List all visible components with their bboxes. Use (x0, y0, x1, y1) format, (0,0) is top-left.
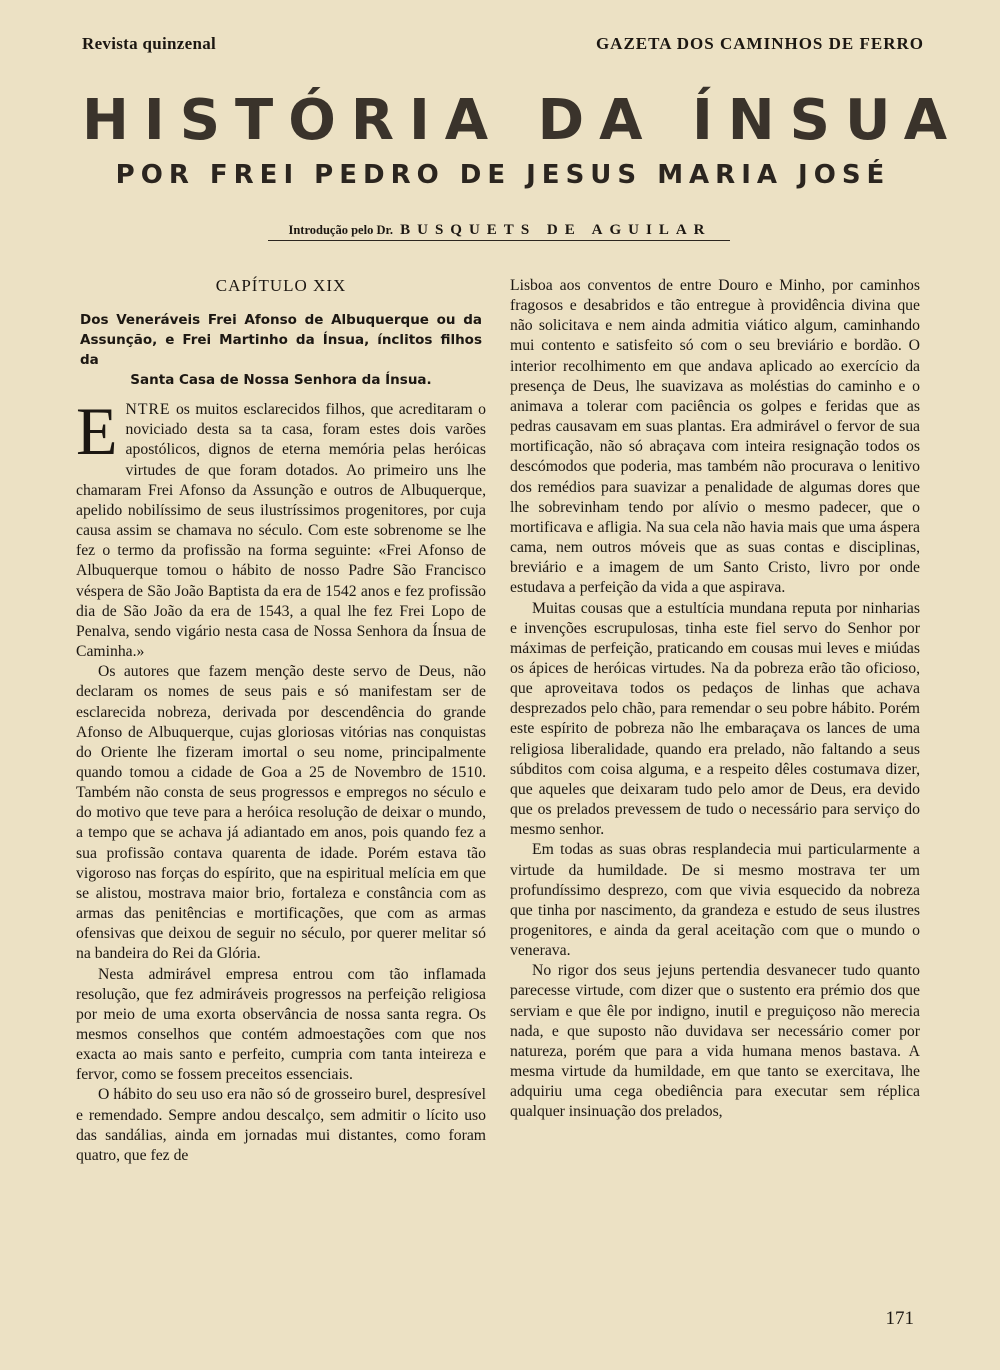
paragraph: Lisboa aos conventos de entre Douro e Minho, por caminhos fragosos e desabridos e tão entregue à providência divina que não solicitava e nem ainda admitia viático algum, caminhando mui contento e satisfeito só com o seu breviário e bordão. O interior recolhimento em que andava aplicado ao exercício da presença de Deus, lhe suavizava as moléstias do caminho e o animava a tolerar com paciência os golpes e feridas que as pedras causavam em suas plantas. Era admirável o fervor de sua mortificação, não só abraçava com inteira resignação todos os descómodos que poderia, mas também não procurava o lenitivo dos remédios para suavizar a penalidade de algumas dores que lhe sobrevinham tendo por alívio o mesmo padecer, que o mortificava e afligia. Na sua cela não havia mais que uma áspera cama, nem outros móveis que as suas contas e disciplinas, breviário e a imagem de um Santo Cristo, livro por onde estudava a perfeição da vida a que aspirava. (510, 277, 920, 597)
paragraph: Muitas cousas que a estultícia mundana reputa por ninharias e invenções escrupulosas, tinha este fiel servo do Senhor por máximas de perfeição, praticando em cousas mui leves e miúdas os ápices de heróicas virtudes. Na da pobreza erão tão oficioso, que aproveitava todos os pedaços de linhas que achava desprezados pelo chão, para remendar o seu pobre hábito. Porém este espírito de pobreza não lhe embaraçava os lances de uma religiosa liberalidade, quando era prelado, não faltando a seus súbditos com coisa alguma, e a respeito dêles costumava dizer, que aqueles que deixaram tudo pelo amor de Deus, era devido que os prelados prevessem de tudo o necessário para serviço do mesmo senhor. (510, 599, 920, 839)
journal-title: GAZETA DOS CAMINHOS DE FERRO (595, 34, 924, 53)
intro-underline (268, 240, 730, 241)
first-word: NTRE (125, 401, 171, 419)
paragraph: Os autores que fazem menção deste servo de Deus, não declaram os nomes de seus pais e só manifestam ser de esclarecida nobreza, derivada por descendência do grande Afonso de Albuquerque, cujas gloriosas vitórias nas conquistas do Oriente lhe fizeram imortal o seu nome, principalmente quando tomou a cidade de Goa a 25 de Novembro de 1510. Também não consta de seus progressos e empregos no século e do motivo que teve para a heróica resolução de deixar o mundo, a tempo que se achava já adiantado em anos, pois quando fez a sua profissão contava quarenta de idade. Porém estava tão vigoroso nas forças do espírito, que na espiritual melícia em que se alistou, mostrava maior brio, fortaleza e constância com as armas das penitências e mortificações, que com as armas ofensivas que deixou de seguir no século, por querer melitar só na bandeira do Rei da Glória. (76, 663, 486, 963)
page-number: 171 (885, 1308, 914, 1329)
paragraph: Em todas as suas obras resplandecia mui particularmente a virtude da humildade. De si mesmo mostrava ter um profundíssimo desprezo, com que vivia esquecido da nobreza que tinha por nascimento, da grandeza e estudo de seus ilustres progenitores, e ainda da geral aceitação com que o mundo o venerava. (510, 841, 920, 960)
journal-periodicity: Revista quinzenal (82, 34, 217, 53)
right-column (510, 276, 920, 1123)
chapter-summary-end: Santa Casa de Nossa Senhora da Ínsua. (130, 372, 432, 389)
article-title: HISTÓRIA DA ÍNSUA (82, 88, 963, 153)
introduction-author: BUSQUETS DE AGUILAR (400, 222, 712, 238)
chapter-summary: Dos Veneráveis Frei Afonso de Albuquerque ou da Assunção, e Frei Martinho da Ínsua, ínclitos filhos da (80, 312, 482, 369)
paragraph-text: os muitos esclarecidos filhos, que acreditaram o noviciado desta sa ta casa, foram estes dois varões apostólicos, dignos de eterna memória pelas heróicas virtudes de que foram dotados. Ao primeiro uns lhe chamaram Frei Afonso da Assunção e outros de Albuquerque, apelido nobilíssimo de seus ilustríssimos progenitores, por cuja causa assim se chamava no século. Com este sobrenome se lhe fez o termo da profissão na forma seguinte: «Frei Afonso de Albuquerque tomou o hábito de nosso Padre São Francisco véspera de São João Baptista da era de 1542 anos e fez profissão dia de São João da era de 1543, a qual lhe fez Frei Lopo de Penalva, sendo vigário nesta casa de Nossa Senhora da Ínsua de Caminha.» (76, 401, 486, 661)
introduction-prefix: Introdução pelo Dr. (288, 223, 393, 237)
paragraph: No rigor dos seus jejuns pertendia desvanecer tudo quanto parecesse virtude, com dizer que o sustento era prémio dos que serviam e que êle por indigno, inutil e preguiçoso não merecia nada, e que suposto não duvidava ser necessário comer por natureza, porém que para a vida humana menos bastava. A mesma virtude da humildade, em que tanto se exercitava, lhe adquiriu uma cega obediência para executar sem réplica qualquer insinuação dos prelados, (510, 962, 920, 1121)
article-subtitle: POR FREI PEDRO DE JESUS MARIA JOSÉ (115, 160, 891, 190)
paragraph (76, 393, 486, 662)
chapter-heading: CAPÍTULO XIX (215, 276, 347, 295)
drop-cap: E (76, 393, 118, 470)
paragraph: O hábito do seu uso era não só de grosseiro burel, despresível e remendado. Sempre andou descalço, sem admitir o lícito uso das sandálias, ainda em jornadas mui distantes, como foram quatro, que fez de (76, 1086, 486, 1164)
introduction-credit (0, 222, 1000, 239)
paragraph: Nesta admirável empresa entrou com tão inflamada resolução, que fez admiráveis progressos na perfeição religiosa por meio de uma exorta observância de nossa santa regra. Os mesmos conselhos que contém admoestações com que nos exacta ao mais santo e perfeito, cumpria com tanta inteireza e fervor, como se fossem preceitos essenciais. (76, 965, 486, 1084)
left-column (76, 276, 486, 1166)
